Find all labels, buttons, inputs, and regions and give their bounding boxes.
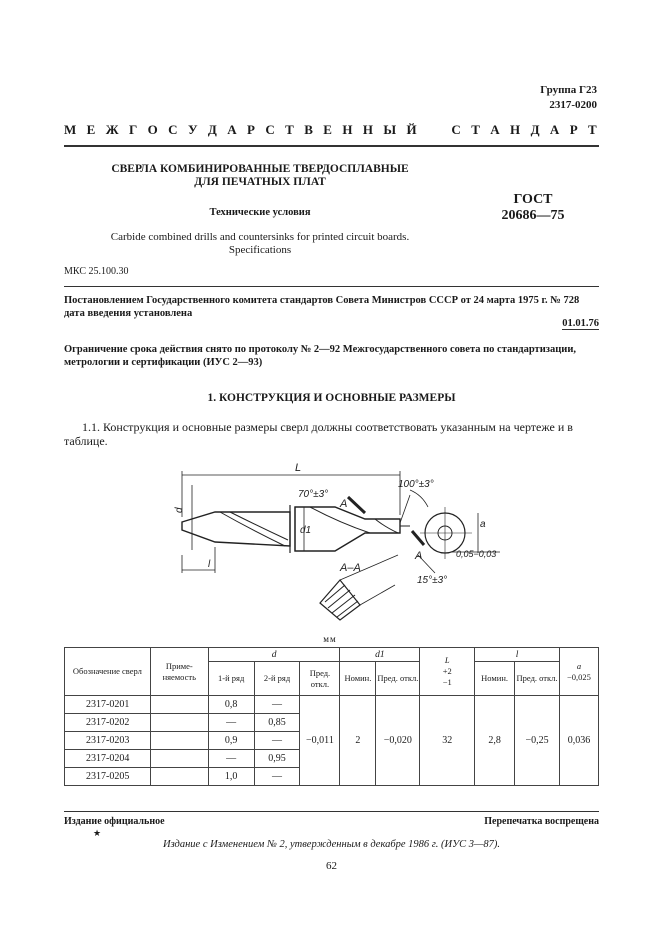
title-line-1: СВЕРЛА КОМБИНИРОВАННЫЕ ТВЕРДОСПЛАВНЫЕ xyxy=(111,163,409,175)
edition-note: Издание с Изменением № 2, утвержденным в декабре 1986 г. (ИУС 3—87). xyxy=(163,839,500,850)
d1-deviation-value: −0,020 xyxy=(376,696,420,786)
row-d-row2: — xyxy=(254,696,300,714)
banner-letter: А xyxy=(490,122,500,137)
header-row2: 2-й ряд xyxy=(254,662,300,696)
l-deviation-value: −0,25 xyxy=(515,696,560,786)
angle-100-label: 100°±3° xyxy=(398,479,434,490)
row-d-row2: — xyxy=(254,732,300,750)
banner-letter: О xyxy=(147,122,158,137)
header-L-symbol: L xyxy=(444,655,450,665)
header-a xyxy=(559,648,598,696)
drawing-label-d1: d1 xyxy=(300,525,312,536)
gost-designation xyxy=(468,192,598,224)
angle-70-label: 70°±3° xyxy=(298,489,329,500)
section-mark-a-top: A xyxy=(340,498,348,510)
effective-date: 01.01.76 xyxy=(562,318,599,329)
drawing-label-d: d xyxy=(174,507,185,513)
banner-letter: Д xyxy=(207,122,217,137)
gost-label: ГОСТ xyxy=(513,192,553,207)
header-L-tol-up: +2 xyxy=(442,666,452,676)
english-title-line-2: Specifications xyxy=(228,244,292,256)
banner-letter: А xyxy=(549,122,560,137)
english-title-line-1: Carbide combined drills and countersinks for printed circuit boards. xyxy=(110,231,410,243)
header-d-deviation: Пред. откл. xyxy=(300,662,340,696)
header-designation: Обозначение сверл xyxy=(65,648,151,696)
header-L xyxy=(420,648,475,696)
banner-letter: Т xyxy=(588,122,597,137)
product-code: 2317-0200 xyxy=(549,99,597,111)
drawing-label-l: l xyxy=(208,559,211,570)
banner-letter: С xyxy=(265,122,275,137)
gost-number: 20686—75 xyxy=(501,208,565,223)
section-mark-a-bottom: A xyxy=(415,550,423,562)
footer-rule xyxy=(64,811,599,812)
row-applicability xyxy=(150,714,208,732)
banner-letter: Й xyxy=(406,122,417,137)
drill-body xyxy=(182,505,410,553)
header-l-deviation: Пред. откл. xyxy=(515,662,560,696)
row-applicability xyxy=(150,750,208,768)
header-d: d xyxy=(208,648,340,662)
table-row xyxy=(65,696,599,714)
group-label: Группа Г23 xyxy=(540,84,597,96)
page-number: 62 xyxy=(326,860,337,872)
header-applicability: Приме-няемость xyxy=(150,648,208,696)
unit-label: мм xyxy=(323,634,337,644)
banner-letter: Р xyxy=(569,122,578,137)
banner-letter: В xyxy=(304,122,313,137)
L-value: 32 xyxy=(420,696,475,786)
header-d1-nominal: Номин. xyxy=(340,662,376,696)
banner-letter: Н xyxy=(342,122,353,137)
header-d1-deviation: Пред. откл. xyxy=(376,662,420,696)
angle-15-label: 15°±3° xyxy=(417,575,448,586)
header-row1: 1-й ряд xyxy=(208,662,254,696)
official-edition: Издание официальное xyxy=(64,816,165,827)
decree-text: Постановлением Государственного комитета стандартов Совета Министров СССР от 24 марта 1975 г. № 728 дата введения установлена xyxy=(64,295,580,319)
header-a-tol: −0,025 xyxy=(567,671,591,682)
row-applicability xyxy=(150,732,208,750)
banner-letter: Т xyxy=(285,122,294,137)
drawing-label-a: a xyxy=(480,519,486,530)
row-d-row1: — xyxy=(208,714,254,732)
header-L-tol-down: −1 xyxy=(442,677,452,687)
header-l-nominal: Номин. xyxy=(475,662,515,696)
d-deviation-value: −0,011 xyxy=(300,696,340,786)
star-icon: ★ xyxy=(93,828,102,838)
banner-letter: У xyxy=(187,122,198,137)
tolerance-label: 0,05−0,03 xyxy=(456,549,497,559)
banner-letter: А xyxy=(227,122,237,137)
banner-letter: С xyxy=(451,122,461,137)
banner-letter: М xyxy=(64,122,77,137)
drill-drawing xyxy=(160,455,515,630)
a-value: 0,036 xyxy=(559,696,598,786)
row-code: 2317-0203 xyxy=(65,732,151,750)
section-aa-label: A–A xyxy=(340,562,361,574)
header-d1: d1 xyxy=(340,648,420,662)
limitation-text: Ограничение срока действия снято по протоколу № 2—92 Межгосударственного совета по стандартизации, метрологии и сертификации (ИУС 2—93) xyxy=(64,344,577,368)
banner-letter: Т xyxy=(471,122,480,137)
row-code: 2317-0205 xyxy=(65,768,151,786)
document-subtitle: Технические условия xyxy=(209,207,311,218)
header-a-symbol: a xyxy=(576,660,582,671)
dimensions-table xyxy=(64,647,599,786)
row-d-row1: 0,8 xyxy=(208,696,254,714)
row-d-row1: 1,0 xyxy=(208,768,254,786)
drawing-label-L: L xyxy=(295,462,302,474)
row-d-row1: — xyxy=(208,750,254,768)
banner-letter: Д xyxy=(530,122,540,137)
header-l: l xyxy=(475,648,560,662)
banner-letter: Н xyxy=(362,122,373,137)
banner-letter: Р xyxy=(247,122,255,137)
reprint-notice: Перепечатка воспрещена xyxy=(484,816,599,827)
row-d-row2: 0,95 xyxy=(254,750,300,768)
section-paragraph: 1.1. Конструкция и основные размеры сверл должны соответствовать указанным на чертеже и в таблице. xyxy=(64,420,573,448)
standard-banner xyxy=(64,122,597,138)
banner-rule xyxy=(64,145,599,147)
mks-code: МКС 25.100.30 xyxy=(64,266,129,277)
row-d-row1: 0,9 xyxy=(208,732,254,750)
row-code: 2317-0204 xyxy=(65,750,151,768)
section-heading: 1. КОНСТРУКЦИЯ И ОСНОВНЫЕ РАЗМЕРЫ xyxy=(207,392,456,404)
english-title xyxy=(64,231,456,257)
divider-rule xyxy=(64,286,599,287)
row-applicability xyxy=(150,768,208,786)
banner-letter: Е xyxy=(86,122,96,137)
row-applicability xyxy=(150,696,208,714)
banner-letter: Ж xyxy=(105,122,119,137)
document-title xyxy=(64,163,456,189)
banner-letter: Ы xyxy=(383,122,397,137)
l-nominal-value: 2,8 xyxy=(475,696,515,786)
group-info xyxy=(540,83,597,113)
row-code: 2317-0201 xyxy=(65,696,151,714)
d1-nominal-value: 2 xyxy=(340,696,376,786)
banner-letter: Н xyxy=(510,122,521,137)
banner-letter: Г xyxy=(128,122,138,137)
banner-letter: С xyxy=(168,122,178,137)
row-code: 2317-0202 xyxy=(65,714,151,732)
row-d-row2: — xyxy=(254,768,300,786)
title-line-2: ДЛЯ ПЕЧАТНЫХ ПЛАТ xyxy=(194,176,326,188)
banner-letter: Е xyxy=(323,122,332,137)
row-d-row2: 0,85 xyxy=(254,714,300,732)
